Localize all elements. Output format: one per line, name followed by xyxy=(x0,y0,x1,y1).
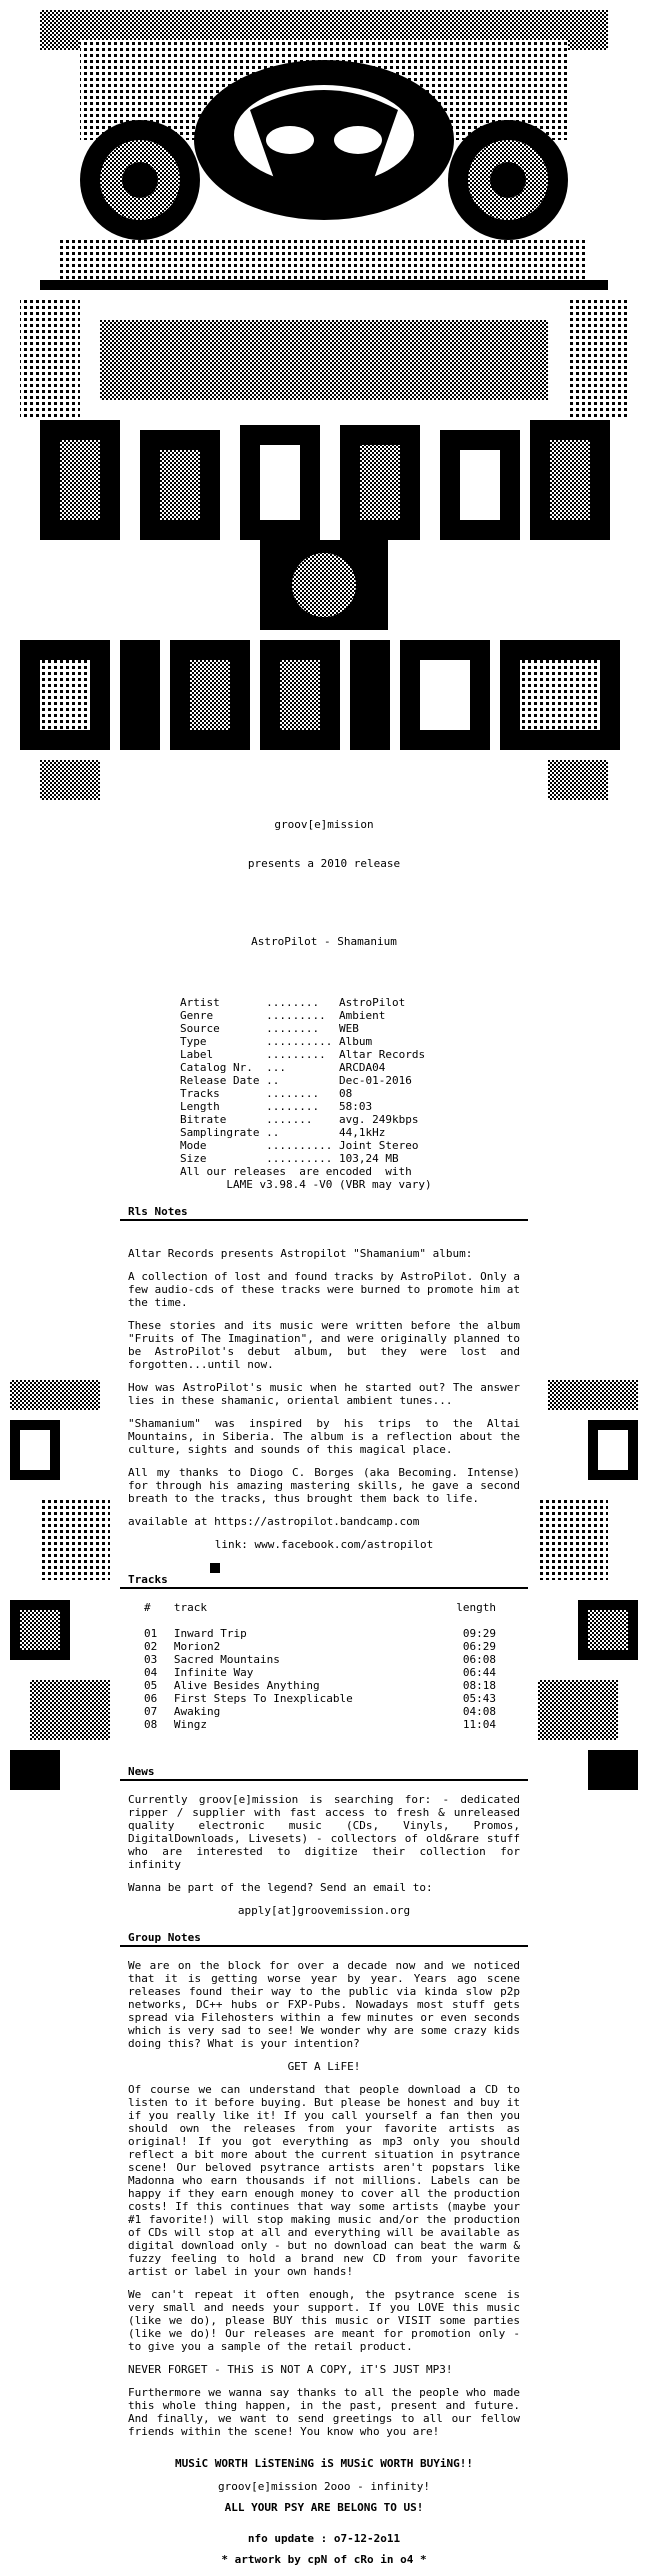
right-side-ornament-art xyxy=(528,1380,648,1800)
intro-group: groov[e]mission xyxy=(274,818,374,831)
section-news-label: News xyxy=(128,1765,155,1778)
track-num: 06 xyxy=(144,1692,158,1705)
info-value: Altar Records xyxy=(338,1048,426,1061)
rls-notes-paragraph: A collection of lost and found tracks by AstroPilot. Only a few audio-cds of these tracks were burned to promote him at the time. xyxy=(128,1270,520,1309)
info-row xyxy=(180,1139,425,1152)
track-length: 11:04 xyxy=(462,1718,496,1731)
track-length: 09:29 xyxy=(462,1627,496,1640)
info-value: AstroPilot xyxy=(338,996,406,1009)
info-sep: ........ xyxy=(259,996,326,1009)
section-tracks-label: Tracks xyxy=(128,1573,168,1586)
rls-notes-paragraph: "Shamanium" was inspired by his trips to the Altai Mountains, in Siberia. The album is a reflection about the culture, sights and sounds of this magical place. xyxy=(128,1417,520,1456)
track-title: First Steps To Inexplicable xyxy=(173,1692,353,1705)
info-sep: .......... xyxy=(259,1152,339,1165)
info-value: WEB xyxy=(338,1022,359,1035)
left-side-ornament-art xyxy=(0,1380,120,1800)
track-num: 01 xyxy=(144,1627,158,1640)
info-row xyxy=(180,996,425,1009)
intro-presents: presents a 2010 release xyxy=(247,857,401,870)
news-paragraph: Wanna be part of the legend? Send an email to: xyxy=(128,1881,433,1894)
group-notes xyxy=(120,1959,528,2438)
info-value: Dec-01-2016 xyxy=(338,1074,412,1087)
section-tracks xyxy=(120,1569,528,1591)
track-row xyxy=(140,1718,500,1731)
info-key: Genre xyxy=(180,1009,214,1022)
info-key: Catalog Nr. xyxy=(180,1061,253,1074)
track-title: Awaking xyxy=(173,1705,221,1718)
groove-mission-logo-art xyxy=(0,0,648,800)
info-sep: .......... xyxy=(259,1139,339,1152)
rls-notes-paragraph: available at https://astropilot.bandcamp.com xyxy=(128,1515,420,1528)
info-row xyxy=(180,1126,425,1139)
track-row xyxy=(140,1705,500,1718)
section-rls-notes-label: Rls Notes xyxy=(128,1205,188,1218)
info-sep: ........ xyxy=(259,1100,326,1113)
track-title: Morion2 xyxy=(173,1640,221,1653)
track-length: 05:43 xyxy=(462,1692,496,1705)
info-key: Label xyxy=(180,1048,214,1061)
rls-notes-paragraph: How was AstroPilot's music when he started out? The answer lies in these shamanic, oriental ambient tunes... xyxy=(128,1381,520,1407)
tracklist-header-track: track xyxy=(173,1601,208,1614)
tracklist-table xyxy=(140,1601,500,1731)
track-row xyxy=(140,1627,500,1640)
info-value: Album xyxy=(338,1035,373,1048)
tracklist-header-num: # xyxy=(144,1601,151,1614)
info-sep: .......... xyxy=(259,1035,339,1048)
info-value: 44,1kHz xyxy=(338,1126,386,1139)
info-row xyxy=(180,1074,425,1087)
tracklist-header-length: length xyxy=(456,1601,496,1614)
info-value: 08 xyxy=(338,1087,353,1100)
info-key: Mode xyxy=(180,1139,207,1152)
track-num: 03 xyxy=(144,1653,158,1666)
info-row xyxy=(180,1048,425,1061)
info-row xyxy=(180,1009,425,1022)
info-key: Size xyxy=(180,1152,207,1165)
track-row xyxy=(140,1692,500,1705)
info-sep: .. xyxy=(259,1074,286,1087)
info-key: Artist xyxy=(180,996,220,1009)
info-sep: ......... xyxy=(259,1009,333,1022)
info-key: Type xyxy=(180,1035,207,1048)
track-length: 06:08 xyxy=(462,1653,496,1666)
track-title: Inward Trip xyxy=(173,1627,247,1640)
track-title: Sacred Mountains xyxy=(173,1653,280,1666)
section-news xyxy=(120,1761,528,1783)
news-paragraph: apply[at]groovemission.org xyxy=(237,1904,411,1917)
track-num: 05 xyxy=(144,1679,158,1692)
tracklist-header-row xyxy=(140,1601,500,1614)
info-value: avg. 249kbps xyxy=(338,1113,419,1126)
info-value: ARCDA04 xyxy=(338,1061,386,1074)
track-length: 08:18 xyxy=(462,1679,496,1692)
track-num: 08 xyxy=(144,1718,158,1731)
release-info-table xyxy=(180,996,425,1165)
track-row xyxy=(140,1640,500,1653)
footer-group-years: groov[e]mission 2ooo - infinity! xyxy=(218,2480,430,2493)
rls-notes-paragraph: These stories and its music were written before the album "Fruits of The Imagination", and were originally planned to be AstroPilot's debut album, but they were lost and forgotten...until now. xyxy=(128,1319,520,1371)
info-key: Samplingrate xyxy=(180,1126,260,1139)
rls-notes-paragraph: Altar Records presents Astropilot "Shamanium" album: xyxy=(128,1247,473,1260)
track-row xyxy=(140,1666,500,1679)
track-num: 07 xyxy=(144,1705,158,1718)
info-row xyxy=(180,1061,425,1074)
track-title: Wingz xyxy=(173,1718,208,1731)
info-row xyxy=(180,1100,425,1113)
info-value: 58:03 xyxy=(338,1100,373,1113)
group-notes-paragraph: We can't repeat it often enough, the psytrance scene is very small and needs your support. If you LOVE this music (like we do), please BUY this music or VISIT some parties (like we do)! Our releases are meant for promotion only - to give you a sample of the retail product. xyxy=(128,2288,520,2353)
news-paragraph: Currently groov[e]mission is searching for: - dedicated ripper / supplier with fast access to fresh & unreleased quality electronic music (CDs, Vinyls, Promos, DigitalDownloads, Livesets) - collectors of old&rare stuff who are interested to digitize their collection for infinity xyxy=(128,1793,520,1871)
track-title: Infinite Way xyxy=(173,1666,254,1679)
group-notes-paragraph: Of course we can understand that people download a CD to listen to it before buying. But please be honest and buy it if you really like it! If you call yourself a fan then you should own the releases from your favorite artists as original! If you got everything as mp3 only you should reflect a bit more about the current situation in psytrance scene! Our beloved psytrance artists aren't popstars like Madonna who earn thousands if not millions. Labels can be happy if they earn enough money to cover all the production costs! If this continues that way some artists (maybe your #1 favorite!) will stop making music and/or the production of CDs will stop at all and everything will be available as digital download only - but no download can beat the warm & fuzzy feeling to hold a brand new CD from your favorite artist or label in your own hands! xyxy=(128,2083,520,2278)
encoding-note: All our releases are encoded with LAME v3.98.4 -V0 (VBR may vary) xyxy=(180,1165,432,1191)
info-row xyxy=(180,1087,425,1100)
track-row xyxy=(140,1653,500,1666)
rls-notes xyxy=(120,1247,528,1551)
rls-notes-paragraph: link: www.facebook.com/astropilot xyxy=(214,1538,434,1551)
track-length: 04:08 xyxy=(462,1705,496,1718)
footer-artwork: * artwork by cpN of cRo in o4 * xyxy=(221,2553,427,2566)
info-row xyxy=(180,1152,425,1165)
info-key: Length xyxy=(180,1100,220,1113)
section-group-notes-label: Group Notes xyxy=(128,1931,201,1944)
track-length: 06:44 xyxy=(462,1666,496,1679)
info-value: Joint Stereo xyxy=(338,1139,419,1152)
info-sep: ......... xyxy=(259,1048,333,1061)
section-rls-notes xyxy=(120,1201,528,1223)
footer-psy: ALL YOUR PSY ARE BELONG TO US! xyxy=(224,2501,424,2514)
group-notes-paragraph: We are on the block for over a decade now and we noticed that it is getting worse year by year. Years ago scene releases found their way to the public via kinda slow p2p networks, DC++ hubs or FXP-Pubs. Nowadays most stuff gets spread via Filehosters within a few minutes or even seconds which is very sad to see! We wonder why are some crazy kids doing this? What is your intention? xyxy=(128,1959,520,2050)
info-row xyxy=(180,1113,425,1126)
section-group-notes xyxy=(120,1927,528,1949)
track-length: 06:29 xyxy=(462,1640,496,1653)
track-num: 02 xyxy=(144,1640,158,1653)
track-title: Alive Besides Anything xyxy=(173,1679,320,1692)
group-notes-paragraph: GET A LiFE! xyxy=(287,2060,361,2073)
info-key: Release Date xyxy=(180,1074,260,1087)
info-row xyxy=(180,1022,425,1035)
info-sep: ... xyxy=(259,1061,293,1074)
info-row xyxy=(180,1035,425,1048)
track-num: 04 xyxy=(144,1666,158,1679)
info-sep: ........ xyxy=(259,1087,326,1100)
info-sep: ........ xyxy=(259,1022,326,1035)
group-notes-paragraph: NEVER FORGET - THiS iS NOT A COPY, iT'S JUST MP3! xyxy=(128,2363,453,2376)
intro-release: AstroPilot - Shamanium xyxy=(251,935,397,948)
footer-nfo-update: nfo update : o7-12-2o11 xyxy=(247,2532,401,2545)
nfo-column xyxy=(120,790,528,2567)
info-sep: .. xyxy=(259,1126,286,1139)
info-sep: ....... xyxy=(259,1113,320,1126)
info-value: 103,24 MB xyxy=(338,1152,399,1165)
rls-notes-paragraph: All my thanks to Diogo C. Borges (aka Becoming. Intense) for through his amazing mastering skills, he gave a second breath to the tracks, thus brought them back to life. xyxy=(128,1466,520,1505)
intro xyxy=(120,792,528,974)
news xyxy=(120,1793,528,1917)
track-row xyxy=(140,1679,500,1692)
group-notes-paragraph: Furthermore we wanna say thanks to all the people who made this whole thing happen, in the past, present and future. And finally, we want to send greetings to all our fellow friends within the scene! You know who you are! xyxy=(128,2386,520,2438)
info-key: Tracks xyxy=(180,1087,220,1100)
info-value: Ambient xyxy=(338,1009,386,1022)
footer-slogan: MUSiC WORTH LiSTENiNG iS MUSiC WORTH BUYiNG!! xyxy=(174,2457,473,2470)
info-key: Source xyxy=(180,1022,220,1035)
info-key: Bitrate xyxy=(180,1113,227,1126)
